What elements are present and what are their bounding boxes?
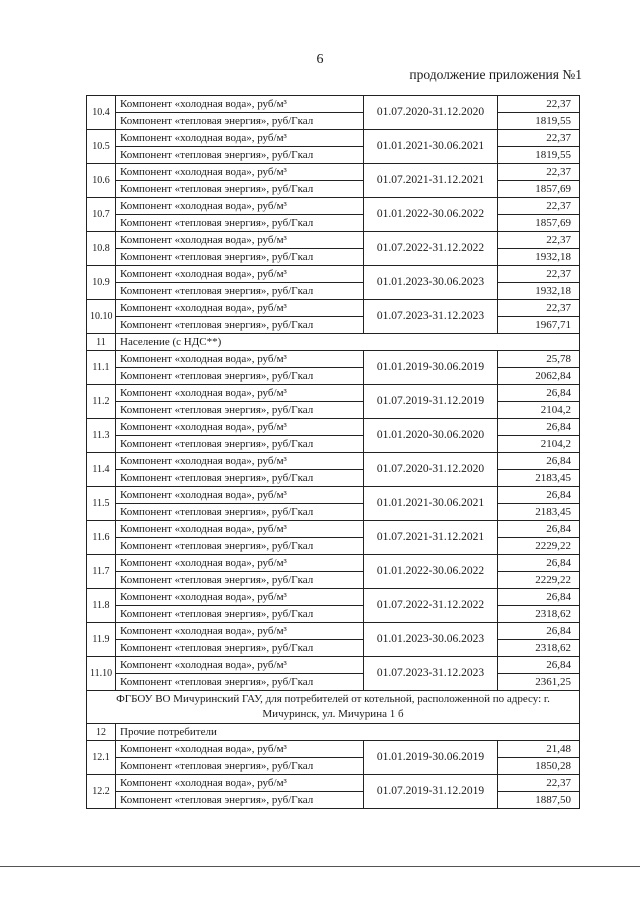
component-heat-energy-label: Компонент «тепловая энергия», руб/Гкал xyxy=(116,674,364,691)
table-row xyxy=(87,589,580,606)
cold-water-tariff: 26,84 xyxy=(498,487,580,504)
table-row xyxy=(87,657,580,674)
appendix-continuation-label: продолжение приложения №1 xyxy=(409,67,582,82)
component-cold-water-label: Компонент «холодная вода», руб/м³ xyxy=(116,623,364,640)
period-cell: 01.01.2019-30.06.2019 xyxy=(364,741,498,775)
period-cell: 01.01.2023-30.06.2023 xyxy=(364,623,498,657)
table-row xyxy=(87,96,580,113)
period-cell: 01.07.2021-31.12.2021 xyxy=(364,164,498,198)
cold-water-tariff: 22,37 xyxy=(498,130,580,147)
row-number: 11.4 xyxy=(87,453,116,487)
period-cell: 01.01.2021-30.06.2021 xyxy=(364,487,498,521)
cold-water-tariff: 26,84 xyxy=(498,589,580,606)
table-row xyxy=(87,674,580,691)
row-number: 11.10 xyxy=(87,657,116,691)
component-heat-energy-label: Компонент «тепловая энергия», руб/Гкал xyxy=(116,113,364,130)
row-number: 10.8 xyxy=(87,232,116,266)
table-row xyxy=(87,249,580,266)
component-cold-water-label: Компонент «холодная вода», руб/м³ xyxy=(116,232,364,249)
table-row xyxy=(87,640,580,657)
row-number: 10.10 xyxy=(87,300,116,334)
table-row xyxy=(87,741,580,758)
period-cell: 01.01.2020-30.06.2020 xyxy=(364,419,498,453)
component-heat-energy-label: Компонент «тепловая энергия», руб/Гкал xyxy=(116,606,364,623)
component-heat-energy-label: Компонент «тепловая энергия», руб/Гкал xyxy=(116,368,364,385)
component-cold-water-label: Компонент «холодная вода», руб/м³ xyxy=(116,198,364,215)
component-cold-water-label: Компонент «холодная вода», руб/м³ xyxy=(116,385,364,402)
heat-energy-tariff: 2318,62 xyxy=(498,606,580,623)
row-number: 11.9 xyxy=(87,623,116,657)
table-row xyxy=(87,164,580,181)
cold-water-tariff: 22,37 xyxy=(498,300,580,317)
cold-water-tariff: 26,84 xyxy=(498,657,580,674)
table-row xyxy=(87,555,580,572)
heat-energy-tariff: 1887,50 xyxy=(498,792,580,809)
organization-row xyxy=(87,691,580,724)
table-row xyxy=(87,283,580,300)
row-number: 12.1 xyxy=(87,741,116,775)
component-cold-water-label: Компонент «холодная вода», руб/м³ xyxy=(116,266,364,283)
component-heat-energy-label: Компонент «тепловая энергия», руб/Гкал xyxy=(116,147,364,164)
section-row xyxy=(87,334,580,351)
component-heat-energy-label: Компонент «тепловая энергия», руб/Гкал xyxy=(116,470,364,487)
table-row xyxy=(87,487,580,504)
component-cold-water-label: Компонент «холодная вода», руб/м³ xyxy=(116,521,364,538)
table-row xyxy=(87,572,580,589)
cold-water-tariff: 22,37 xyxy=(498,775,580,792)
table-row xyxy=(87,606,580,623)
component-cold-water-label: Компонент «холодная вода», руб/м³ xyxy=(116,555,364,572)
component-heat-energy-label: Компонент «тепловая энергия», руб/Гкал xyxy=(116,283,364,300)
heat-energy-tariff: 2183,45 xyxy=(498,470,580,487)
row-number: 11.6 xyxy=(87,521,116,555)
row-number: 10.7 xyxy=(87,198,116,232)
heat-energy-tariff: 1967,71 xyxy=(498,317,580,334)
cold-water-tariff: 21,48 xyxy=(498,741,580,758)
table-row xyxy=(87,266,580,283)
section-number: 11 xyxy=(87,334,116,351)
heat-energy-tariff: 1819,55 xyxy=(498,113,580,130)
period-cell: 01.07.2019-31.12.2019 xyxy=(364,385,498,419)
cold-water-tariff: 22,37 xyxy=(498,164,580,181)
bottom-divider xyxy=(0,866,640,867)
heat-energy-tariff: 2104,2 xyxy=(498,436,580,453)
period-cell: 01.01.2022-30.06.2022 xyxy=(364,198,498,232)
table-row xyxy=(87,215,580,232)
tariff-table-body xyxy=(87,96,580,809)
period-cell: 01.07.2020-31.12.2020 xyxy=(364,453,498,487)
heat-energy-tariff: 1857,69 xyxy=(498,215,580,232)
table-row xyxy=(87,300,580,317)
row-number: 10.6 xyxy=(87,164,116,198)
heat-energy-tariff: 2229,22 xyxy=(498,538,580,555)
component-heat-energy-label: Компонент «тепловая энергия», руб/Гкал xyxy=(116,792,364,809)
component-cold-water-label: Компонент «холодная вода», руб/м³ xyxy=(116,164,364,181)
component-heat-energy-label: Компонент «тепловая энергия», руб/Гкал xyxy=(116,402,364,419)
table-row xyxy=(87,419,580,436)
cold-water-tariff: 22,37 xyxy=(498,96,580,113)
table-row xyxy=(87,368,580,385)
cold-water-tariff: 22,37 xyxy=(498,266,580,283)
tariff-table xyxy=(86,95,580,809)
component-heat-energy-label: Компонент «тепловая энергия», руб/Гкал xyxy=(116,758,364,775)
row-number: 11.3 xyxy=(87,419,116,453)
component-cold-water-label: Компонент «холодная вода», руб/м³ xyxy=(116,419,364,436)
cold-water-tariff: 26,84 xyxy=(498,385,580,402)
component-cold-water-label: Компонент «холодная вода», руб/м³ xyxy=(116,300,364,317)
cold-water-tariff: 22,37 xyxy=(498,198,580,215)
table-row xyxy=(87,147,580,164)
heat-energy-tariff: 2104,2 xyxy=(498,402,580,419)
table-row xyxy=(87,521,580,538)
component-heat-energy-label: Компонент «тепловая энергия», руб/Гкал xyxy=(116,317,364,334)
component-cold-water-label: Компонент «холодная вода», руб/м³ xyxy=(116,589,364,606)
period-cell: 01.07.2021-31.12.2021 xyxy=(364,521,498,555)
cold-water-tariff: 22,37 xyxy=(498,232,580,249)
table-row xyxy=(87,792,580,809)
component-cold-water-label: Компонент «холодная вода», руб/м³ xyxy=(116,741,364,758)
row-number: 11.2 xyxy=(87,385,116,419)
cold-water-tariff: 26,84 xyxy=(498,419,580,436)
table-row xyxy=(87,504,580,521)
period-cell: 01.07.2022-31.12.2022 xyxy=(364,589,498,623)
row-number: 10.4 xyxy=(87,96,116,130)
period-cell: 01.07.2023-31.12.2023 xyxy=(364,300,498,334)
period-cell: 01.01.2023-30.06.2023 xyxy=(364,266,498,300)
heat-energy-tariff: 1857,69 xyxy=(498,181,580,198)
table-row xyxy=(87,181,580,198)
heat-energy-tariff: 1932,18 xyxy=(498,283,580,300)
table-row xyxy=(87,385,580,402)
component-heat-energy-label: Компонент «тепловая энергия», руб/Гкал xyxy=(116,215,364,232)
heat-energy-tariff: 1850,28 xyxy=(498,758,580,775)
component-cold-water-label: Компонент «холодная вода», руб/м³ xyxy=(116,657,364,674)
table-row xyxy=(87,470,580,487)
component-cold-water-label: Компонент «холодная вода», руб/м³ xyxy=(116,453,364,470)
component-heat-energy-label: Компонент «тепловая энергия», руб/Гкал xyxy=(116,538,364,555)
component-cold-water-label: Компонент «холодная вода», руб/м³ xyxy=(116,487,364,504)
heat-energy-tariff: 2318,62 xyxy=(498,640,580,657)
section-row xyxy=(87,724,580,741)
table-row xyxy=(87,113,580,130)
heat-energy-tariff: 1932,18 xyxy=(498,249,580,266)
period-cell: 01.01.2021-30.06.2021 xyxy=(364,130,498,164)
component-heat-energy-label: Компонент «тепловая энергия», руб/Гкал xyxy=(116,181,364,198)
section-label: Прочие потребители xyxy=(116,724,580,741)
table-row xyxy=(87,538,580,555)
period-cell: 01.01.2019-30.06.2019 xyxy=(364,351,498,385)
component-heat-energy-label: Компонент «тепловая энергия», руб/Гкал xyxy=(116,436,364,453)
component-cold-water-label: Компонент «холодная вода», руб/м³ xyxy=(116,775,364,792)
table-row xyxy=(87,453,580,470)
component-cold-water-label: Компонент «холодная вода», руб/м³ xyxy=(116,130,364,147)
table-row xyxy=(87,402,580,419)
period-cell: 01.07.2019-31.12.2019 xyxy=(364,775,498,809)
period-cell: 01.07.2023-31.12.2023 xyxy=(364,657,498,691)
cold-water-tariff: 26,84 xyxy=(498,623,580,640)
table-row xyxy=(87,351,580,368)
component-heat-energy-label: Компонент «тепловая энергия», руб/Гкал xyxy=(116,640,364,657)
section-label: Население (с НДС**) xyxy=(116,334,580,351)
row-number: 10.5 xyxy=(87,130,116,164)
row-number: 12.2 xyxy=(87,775,116,809)
component-heat-energy-label: Компонент «тепловая энергия», руб/Гкал xyxy=(116,249,364,266)
table-row xyxy=(87,130,580,147)
heat-energy-tariff: 2183,45 xyxy=(498,504,580,521)
heat-energy-tariff: 2229,22 xyxy=(498,572,580,589)
component-cold-water-label: Компонент «холодная вода», руб/м³ xyxy=(116,351,364,368)
table-row xyxy=(87,758,580,775)
component-heat-energy-label: Компонент «тепловая энергия», руб/Гкал xyxy=(116,504,364,521)
cold-water-tariff: 25,78 xyxy=(498,351,580,368)
table-row xyxy=(87,623,580,640)
heat-energy-tariff: 2062,84 xyxy=(498,368,580,385)
period-cell: 01.07.2022-31.12.2022 xyxy=(364,232,498,266)
period-cell: 01.07.2020-31.12.2020 xyxy=(364,96,498,130)
row-number: 11.5 xyxy=(87,487,116,521)
table-row xyxy=(87,317,580,334)
component-cold-water-label: Компонент «холодная вода», руб/м³ xyxy=(116,96,364,113)
cold-water-tariff: 26,84 xyxy=(498,453,580,470)
heat-energy-tariff: 1819,55 xyxy=(498,147,580,164)
section-number: 12 xyxy=(87,724,116,741)
row-number: 11.7 xyxy=(87,555,116,589)
table-row xyxy=(87,198,580,215)
period-cell: 01.01.2022-30.06.2022 xyxy=(364,555,498,589)
component-heat-energy-label: Компонент «тепловая энергия», руб/Гкал xyxy=(116,572,364,589)
cold-water-tariff: 26,84 xyxy=(498,521,580,538)
table-row xyxy=(87,232,580,249)
page-number: 6 xyxy=(316,52,324,67)
row-number: 10.9 xyxy=(87,266,116,300)
heat-energy-tariff: 2361,25 xyxy=(498,674,580,691)
table-row xyxy=(87,436,580,453)
row-number: 11.8 xyxy=(87,589,116,623)
table-row xyxy=(87,775,580,792)
organization-heading: ФГБОУ ВО Мичуринский ГАУ, для потребителей от котельной, расположенной по адресу: г. Мичуринск, ул. Мичурина 1 б xyxy=(87,691,580,724)
row-number: 11.1 xyxy=(87,351,116,385)
cold-water-tariff: 26,84 xyxy=(498,555,580,572)
